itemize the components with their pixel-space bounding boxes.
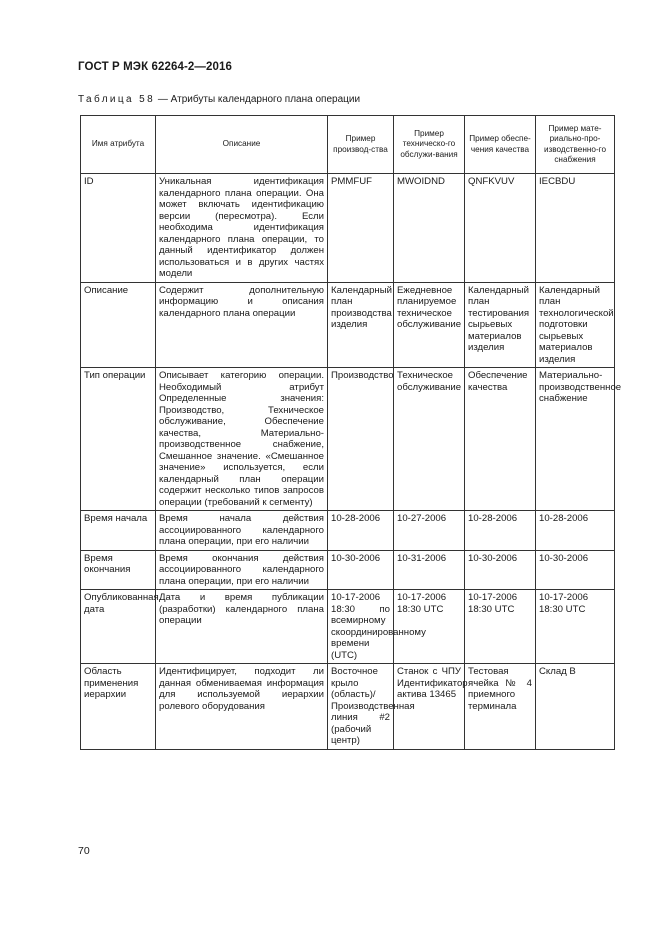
table-caption-text: — Атрибуты календарного плана операции [157, 94, 361, 105]
maintenance-example-cell: Станок с ЧПУ Идентификатор актива 13465 [394, 664, 465, 750]
description-cell: Уникальная идентификация календарного плана операции. Она может включать идентификацию версии (пересмотра). Если необходима идентификация календарного плана операции, то данный идентификатор должен использоваться и в других частях модели [156, 174, 328, 283]
attribute-name-cell: ID [81, 174, 156, 283]
table-caption [78, 94, 360, 105]
description-cell: Идентифицирует, подходит ли данная обмениваемая информация для используемой иерархии ролевого оборудования [156, 664, 328, 750]
maintenance-example-cell: 10-31-2006 [394, 550, 465, 590]
table-row [81, 174, 615, 283]
production-example-cell: 10-30-2006 [328, 550, 394, 590]
description-cell: Время начала действия ассоциированного календарного плана операции, при его наличии [156, 511, 328, 551]
quality-example-cell: Тестовая ячейка № 4 приемного терминала [465, 664, 536, 750]
attribute-name-cell: Время начала [81, 511, 156, 551]
column-header: Пример техническо-го обслужи-вания [394, 116, 465, 174]
production-example-cell: 10-17-2006 18:30 по всемирному скоординированному времени (UTC) [328, 590, 394, 664]
column-header: Пример производ-ства [328, 116, 394, 174]
column-header: Пример обеспе-чения качества [465, 116, 536, 174]
inventory-example-cell: Склад B [536, 664, 615, 750]
table-row [81, 368, 615, 511]
attribute-name-cell: Тип операции [81, 368, 156, 511]
maintenance-example-cell: 10-27-2006 [394, 511, 465, 551]
attributes-table [80, 115, 622, 750]
maintenance-example-cell: 10-17-2006 18:30 UTC [394, 590, 465, 664]
document-header: ГОСТ Р МЭК 62264-2—2016 [78, 61, 232, 73]
production-example-cell: Восточное крыло (область)/ Производственная линия #2 (рабочий центр) [328, 664, 394, 750]
description-cell: Описывает категорию операции. Необходимый атрибут Определенные значения: Производство, Техническое обслуживание, Обеспечение качества, Материально-производственное снабжение, Смешанное значение. «Смешанное значение» используется, если календарный план операции содержит несколько типов запросов операции (требований к сегменту) [156, 368, 328, 511]
inventory-example-cell: 10-28-2006 [536, 511, 615, 551]
description-cell: Время окончания действия ассоциированного календарного плана операции, при его наличии [156, 550, 328, 590]
column-header: Пример мате-риально-про-изводственно-го снабжения [536, 116, 615, 174]
maintenance-example-cell: Техническое обслуживание [394, 368, 465, 511]
description-cell: Содержит дополнительную информацию и описания календарного плана операции [156, 282, 328, 368]
attribute-name-cell: Опубликованная дата [81, 590, 156, 664]
table-row [81, 511, 615, 551]
column-header: Описание [156, 116, 328, 174]
quality-example-cell: 10-28-2006 [465, 511, 536, 551]
attribute-name-cell: Описание [81, 282, 156, 368]
table-row [81, 282, 615, 368]
production-example-cell: Календарный план производства изделия [328, 282, 394, 368]
column-header: Имя атрибута [81, 116, 156, 174]
table-header-row [81, 116, 615, 174]
maintenance-example-cell: Ежедневное планируемое техническое обслуживание [394, 282, 465, 368]
attribute-name-cell: Время окончания [81, 550, 156, 590]
inventory-example-cell: Материально-производственное снабжение [536, 368, 615, 511]
table-caption-label: Таблица 58 [78, 94, 156, 105]
attribute-name-cell: Область применения иерархии [81, 664, 156, 750]
inventory-example-cell: IECBDU [536, 174, 615, 283]
inventory-example-cell: 10-30-2006 [536, 550, 615, 590]
production-example-cell: PMMFUF [328, 174, 394, 283]
inventory-example-cell: Календарный план технологической подготовки сырьевых материалов изделия [536, 282, 615, 368]
page-number: 70 [78, 845, 90, 857]
description-cell: Дата и время публикации (разработки) календарного плана операции [156, 590, 328, 664]
production-example-cell: Производство [328, 368, 394, 511]
table-row [81, 664, 615, 750]
quality-example-cell: 10-30-2006 [465, 550, 536, 590]
table-row [81, 550, 615, 590]
quality-example-cell: QNFKVUV [465, 174, 536, 283]
quality-example-cell: Календарный план тестирования сырьевых материалов изделия [465, 282, 536, 368]
maintenance-example-cell: MWOIDND [394, 174, 465, 283]
quality-example-cell: Обеспечение качества [465, 368, 536, 511]
quality-example-cell: 10-17-2006 18:30 UTC [465, 590, 536, 664]
inventory-example-cell: 10-17-2006 18:30 UTC [536, 590, 615, 664]
table-row [81, 590, 615, 664]
production-example-cell: 10-28-2006 [328, 511, 394, 551]
